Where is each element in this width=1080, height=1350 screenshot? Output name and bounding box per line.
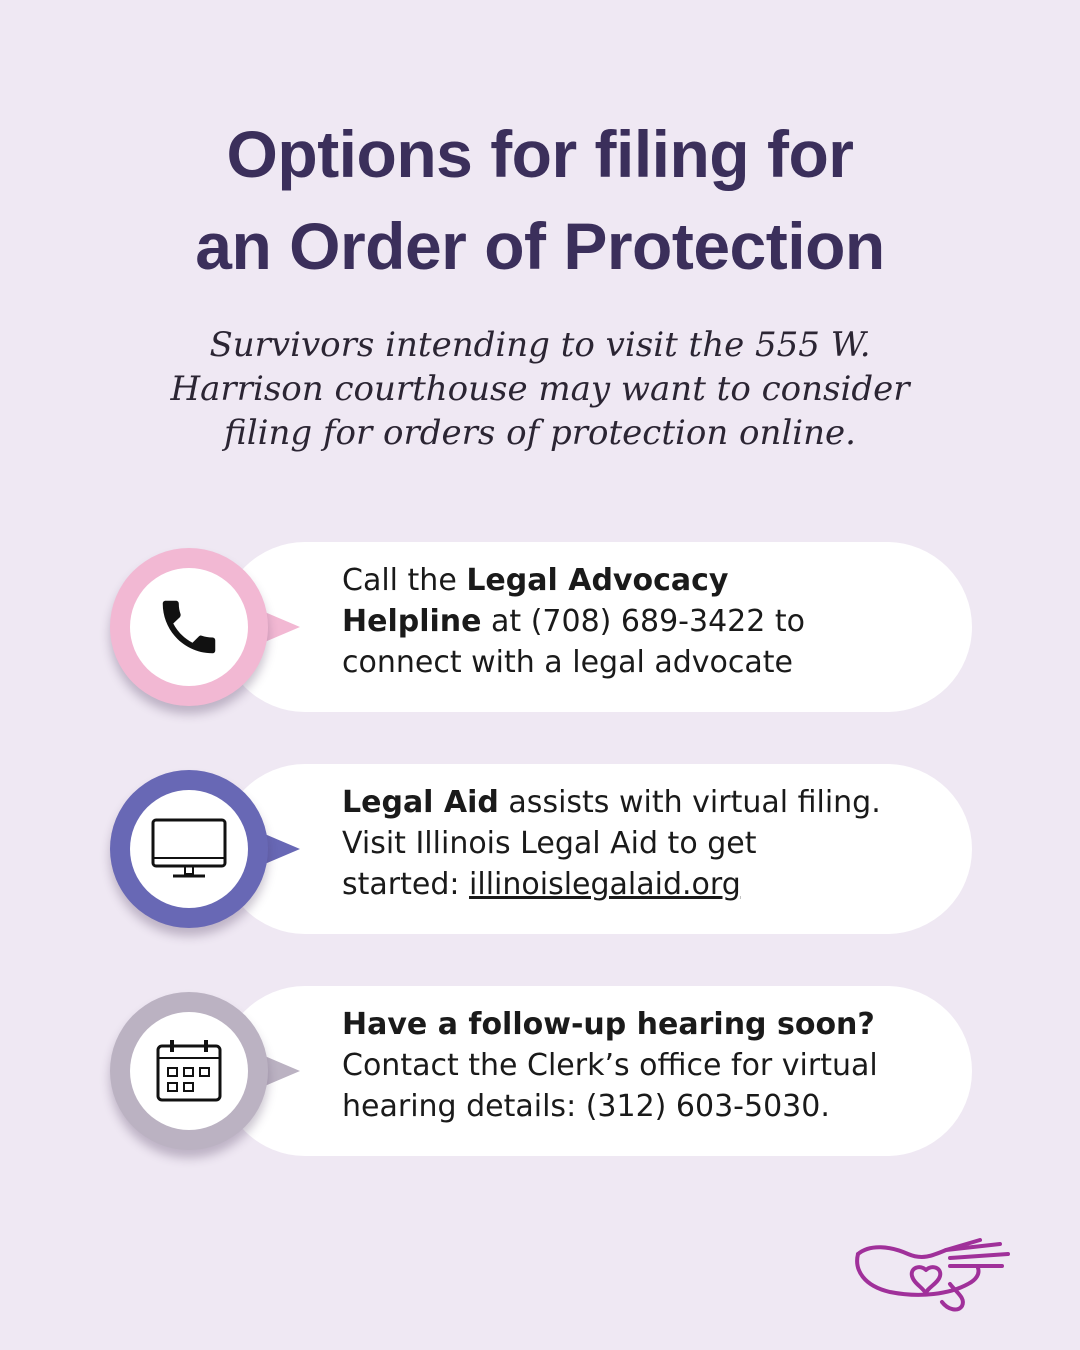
text-fragment: started: bbox=[342, 867, 470, 902]
helpline-text bbox=[342, 560, 942, 683]
hearing-line: Contact the Clerk’s office for virtual bbox=[342, 1048, 878, 1083]
phone-icon bbox=[154, 592, 224, 662]
legal-aid-text bbox=[342, 782, 942, 905]
icon-circle bbox=[130, 790, 248, 908]
legal-aid-line: Visit Illinois Legal Aid to get bbox=[342, 826, 757, 861]
helpline-name-part2: Helpline bbox=[342, 604, 482, 639]
subtitle-line-3: filing for orders of protection online. bbox=[224, 413, 856, 453]
icon-circle bbox=[130, 568, 248, 686]
icon-circle bbox=[130, 1012, 248, 1130]
page-title bbox=[0, 108, 1080, 292]
legal-aid-card bbox=[110, 764, 972, 934]
icon-ring bbox=[110, 770, 268, 928]
subtitle-line-1: Survivors intending to visit the 555 W. bbox=[209, 325, 871, 365]
computer-monitor-icon bbox=[149, 814, 229, 884]
icon-ring bbox=[110, 992, 268, 1150]
text-fragment: assists with virtual filing. bbox=[498, 785, 881, 820]
illinois-legal-aid-link[interactable]: illinoislegalaid.org bbox=[469, 867, 741, 902]
helpline-description: connect with a legal advocate bbox=[342, 645, 793, 680]
subtitle-line-2: Harrison courthouse may want to consider bbox=[170, 369, 910, 409]
hand-heart-logo-icon bbox=[850, 1236, 1015, 1316]
title-line-1: Options for filing for bbox=[226, 117, 854, 191]
page-subtitle bbox=[0, 323, 1080, 455]
icon-ring bbox=[110, 548, 268, 706]
legal-aid-name: Legal Aid bbox=[342, 785, 499, 820]
helpline-phone-text: at (708) 689-3422 to bbox=[481, 604, 805, 639]
hearing-heading: Have a follow-up hearing soon? bbox=[342, 1007, 875, 1042]
helpline-card bbox=[110, 542, 972, 712]
title-line-2: an Order of Protection bbox=[195, 209, 885, 283]
text-fragment: Call the bbox=[342, 563, 467, 598]
hearing-phone-text: hearing details: (312) 603-5030. bbox=[342, 1089, 830, 1124]
helpline-name-part1: Legal Advocacy bbox=[466, 563, 729, 598]
hearing-card bbox=[110, 986, 972, 1156]
hearing-text bbox=[342, 1004, 942, 1127]
calendar-icon bbox=[154, 1038, 224, 1104]
